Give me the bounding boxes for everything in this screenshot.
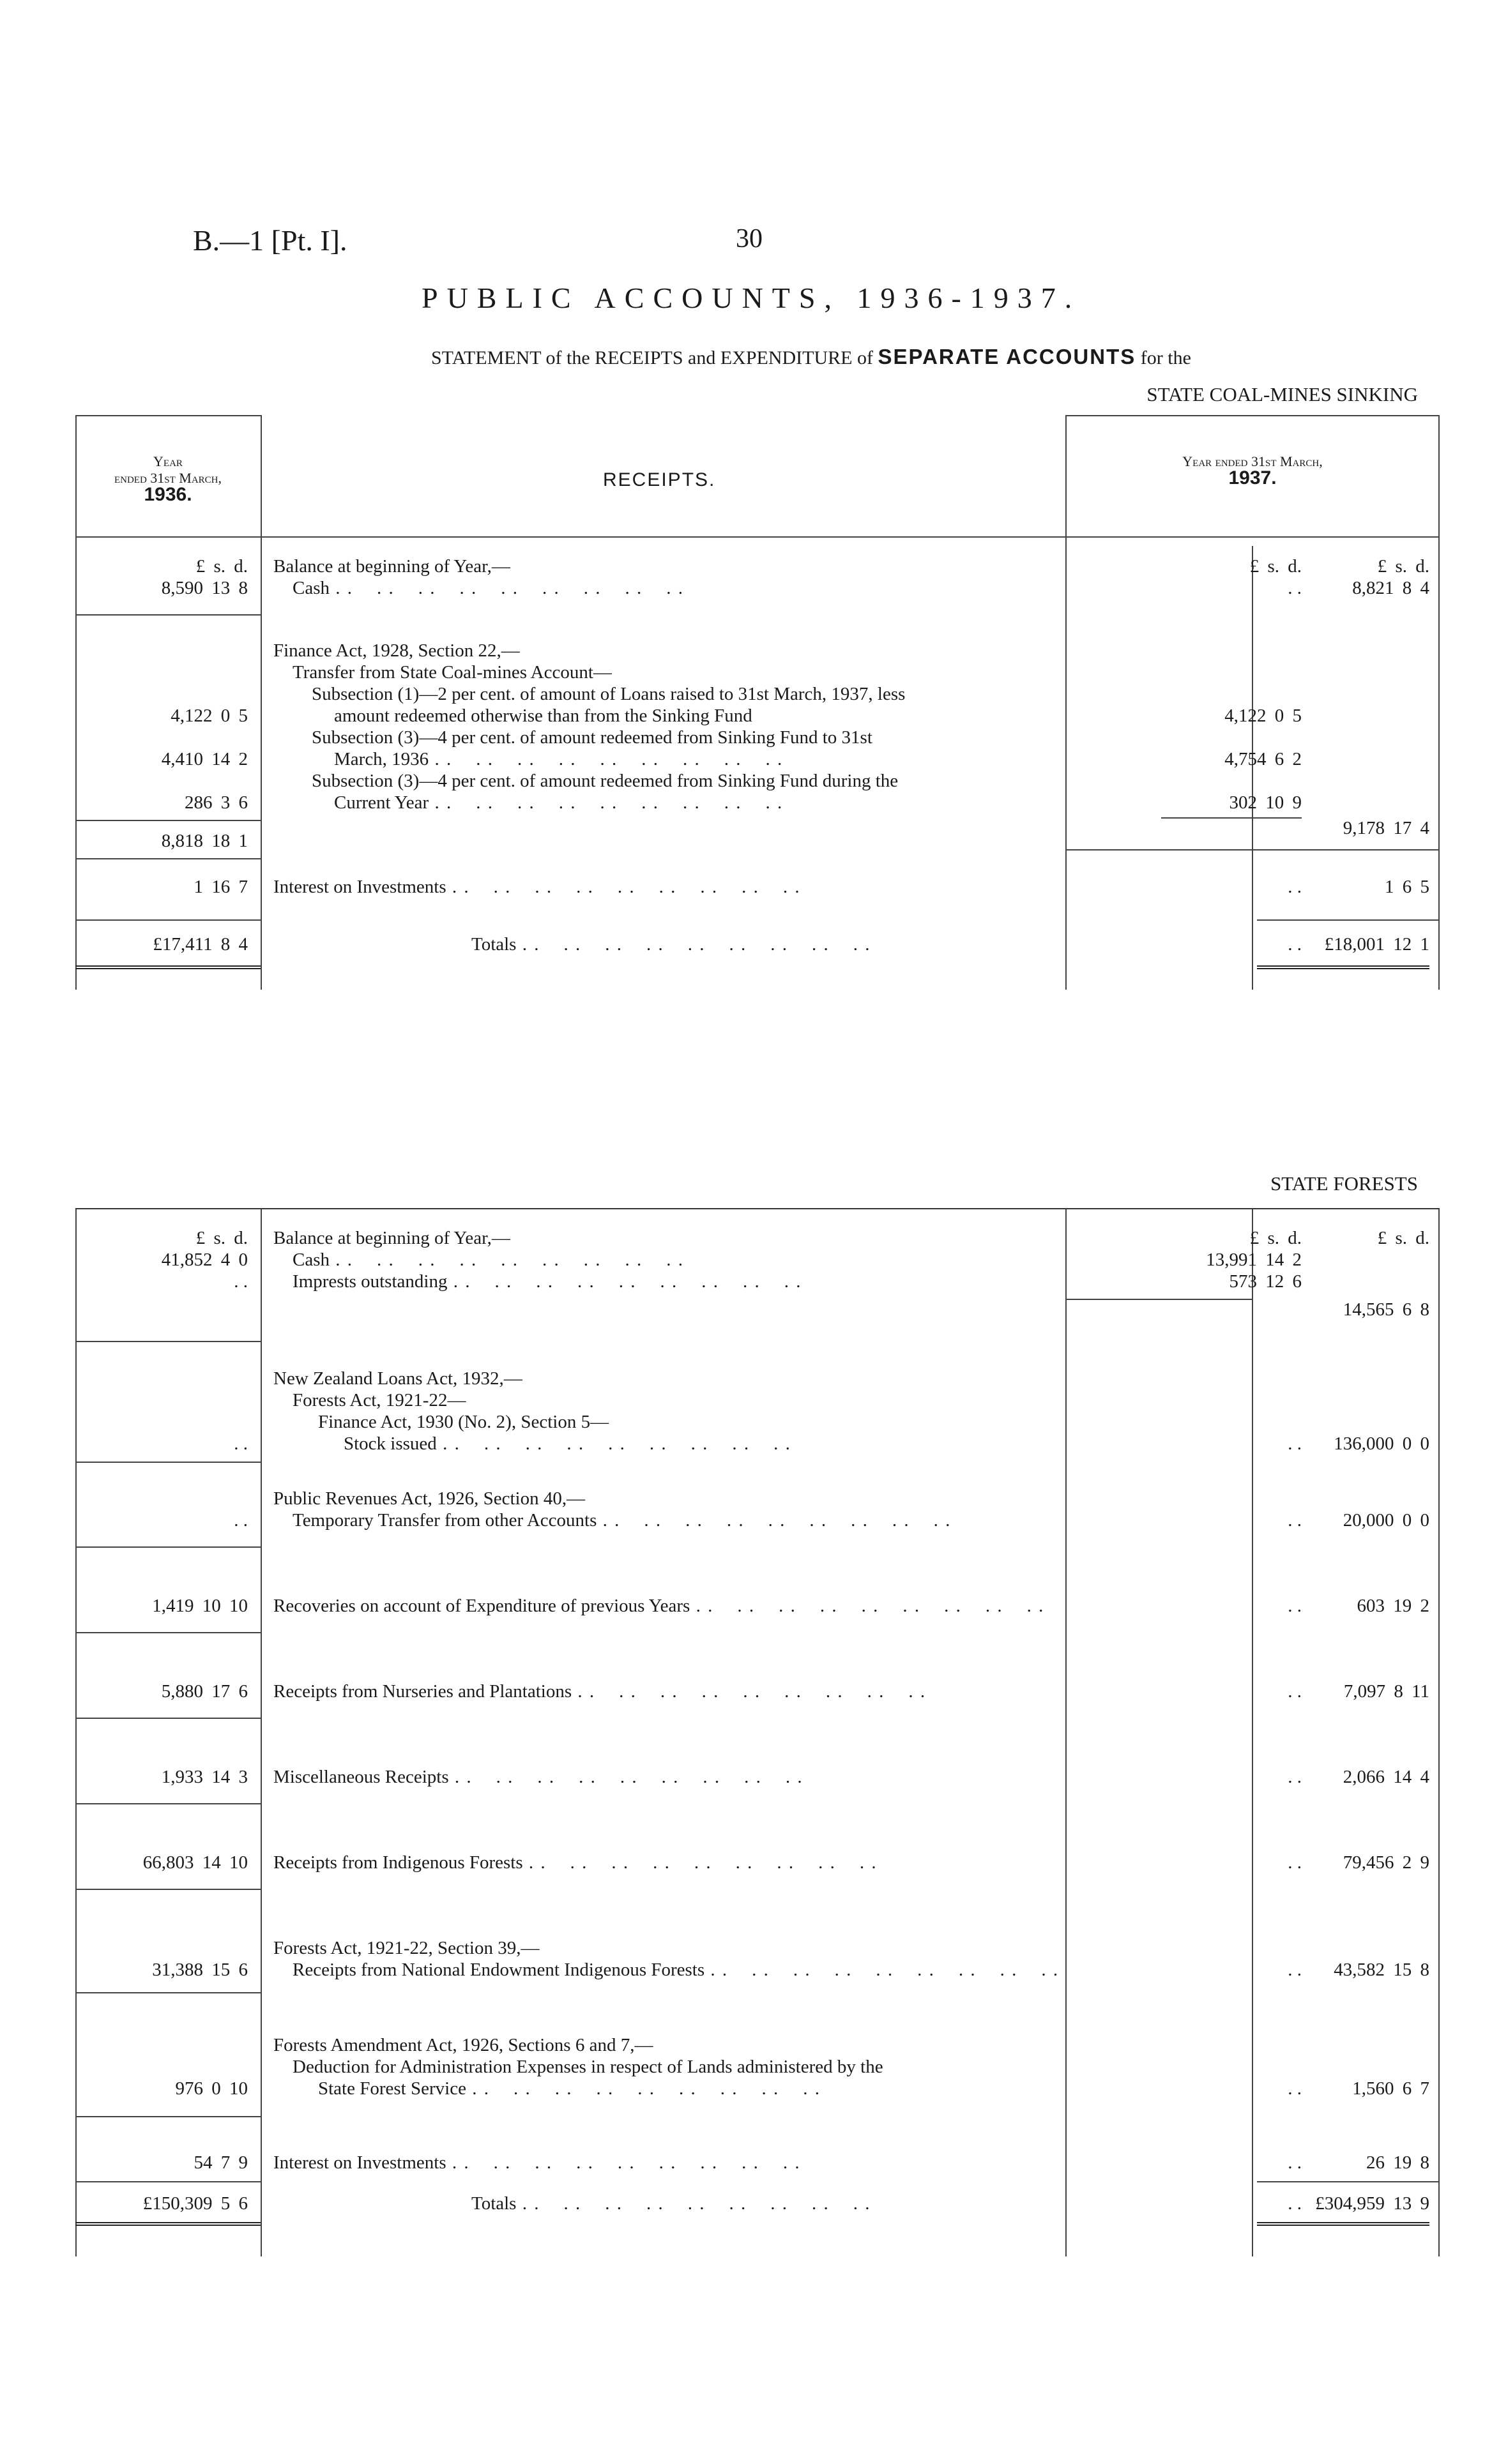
row-description: Public Revenues Act, 1926, Section 40,— (273, 1488, 586, 1509)
prev-year-line2: ended 31st March, (114, 470, 222, 486)
column-divider (1252, 1209, 1253, 2256)
curr-year-header (1065, 453, 1440, 488)
rule (75, 820, 261, 821)
row-prev-amount: 41,852 4 0 (161, 1250, 248, 1270)
row-description: Balance at beginning of Year,— (273, 1228, 510, 1248)
row-sub-amount: . . (1288, 1767, 1302, 1787)
section-title-coal-mines: STATE COAL-MINES SINKING (1146, 383, 1418, 405)
row-total-amount: 20,000 0 0 (1343, 1510, 1429, 1531)
row-description: Recoveries on account of Expenditure of previous Years . . (273, 1595, 1123, 1617)
row-sub-amount: . . (1288, 1510, 1302, 1531)
page-title: PUBLIC ACCOUNTS, 1936-1937. (422, 282, 1081, 314)
coal-mines-receipts-table (75, 415, 1440, 990)
row-sub-amount: 573 12 6 (1229, 1271, 1302, 1292)
row-sub-amount: . . (1288, 1681, 1302, 1702)
column-divider (1065, 1209, 1067, 2256)
row-description: Cash . . (293, 577, 1142, 599)
double-rule (75, 965, 261, 969)
row-description: March, 1936 . . (334, 748, 1184, 770)
row-description: Totals . . (471, 2193, 1321, 2214)
prev-year-line1: Year (153, 453, 183, 469)
currency-header-prev: £ s. d. (195, 556, 248, 577)
double-rule (1257, 2222, 1429, 2226)
rule (75, 1462, 261, 1463)
row-sub-amount: . . (1288, 1960, 1302, 1980)
row-description: Finance Act, 1930 (No. 2), Section 5— (318, 1412, 609, 1432)
row-prev-amount: 1,419 10 10 (152, 1596, 248, 1616)
row-description: Cash . . (293, 1249, 1142, 1271)
table-border-left (75, 1209, 77, 2256)
row-prev-amount: 5,880 17 6 (161, 1681, 248, 1702)
row-total-amount: 79,456 2 9 (1343, 1852, 1429, 1873)
currency-header-tot: £ s. d. (1377, 1228, 1429, 1248)
rule (75, 2116, 261, 2117)
row-total-amount: 8,821 8 4 (1352, 578, 1429, 598)
rule (75, 1341, 261, 1342)
row-total-amount: 1 6 5 (1385, 877, 1429, 897)
rule (1257, 919, 1440, 921)
state-forests-receipts-table (75, 1208, 1440, 2256)
row-sub-amount: . . (1288, 2078, 1302, 2099)
prev-year-value: 1936. (144, 484, 192, 505)
row-description: Stock issued . . (344, 1433, 1193, 1455)
row-prev-amount: . . (234, 1433, 248, 1454)
row-description: Forests Amendment Act, 1926, Sections 6 and 7,— (273, 2035, 653, 2055)
row-sub-amount: . . (1288, 934, 1302, 955)
row-sub-amount: 4,754 6 2 (1224, 749, 1302, 769)
row-description: State Forest Service . . (318, 2078, 1168, 2099)
row-prev-amount: 976 0 10 (175, 2078, 248, 2099)
rule (75, 2181, 261, 2182)
column-divider (261, 415, 262, 990)
row-description: Current Year . . (334, 792, 1184, 813)
rule (75, 858, 261, 859)
row-prev-amount: . . (234, 1271, 248, 1292)
receipts-header: RECEIPTS. (603, 469, 716, 490)
rule (75, 1546, 261, 1548)
row-prev-amount: 54 7 9 (194, 2152, 248, 2173)
rule (75, 415, 261, 416)
row-sub-amount: . . (1288, 578, 1302, 598)
row-prev-amount: £17,411 8 4 (153, 934, 248, 955)
row-description: New Zealand Loans Act, 1932,— (273, 1368, 522, 1389)
row-sub-amount: 13,991 14 2 (1206, 1250, 1302, 1270)
header-rule (75, 536, 1440, 538)
row-prev-amount: 1 16 7 (194, 877, 248, 897)
row-sub-amount: . . (1288, 1852, 1302, 1873)
row-description: Interest on Investments . . (273, 876, 1123, 898)
row-prev-amount: 8,590 13 8 (161, 578, 248, 598)
rule (1257, 2181, 1440, 2182)
double-rule (1257, 965, 1429, 969)
rule (75, 1889, 261, 1890)
row-description: Subsection (1)—2 per cent. of amount of Loans raised to 31st March, 1937, less (312, 684, 906, 704)
row-total-amount: 136,000 0 0 (1334, 1433, 1429, 1454)
row-sub-amount: . . (1288, 877, 1302, 897)
currency-header-prev: £ s. d. (195, 1228, 248, 1248)
row-description: Interest on Investments . . (273, 2152, 1123, 2173)
row-description: Forests Act, 1921-22, Section 39,— (273, 1938, 540, 1958)
rule (75, 614, 261, 616)
row-prev-amount: 8,818 18 1 (161, 831, 248, 851)
subtitle-post: for the (1140, 347, 1191, 368)
row-description: Totals . . (471, 933, 1321, 955)
row-total-amount: 1,560 6 7 (1352, 2078, 1429, 2099)
row-description: Receipts from Indigenous Forests . . (273, 1852, 1123, 1873)
row-description: Imprests outstanding . . (293, 1271, 1142, 1292)
row-sub-amount: . . (1288, 2193, 1302, 2214)
row-total-amount: 43,582 15 8 (1334, 1960, 1429, 1980)
row-description: Transfer from State Coal-mines Account— (293, 662, 612, 683)
row-total-amount: 2,066 14 4 (1343, 1767, 1429, 1787)
row-prev-amount: £150,309 5 6 (142, 2193, 248, 2214)
row-prev-amount: 1,933 14 3 (161, 1767, 248, 1787)
subtotal-rule (1065, 1299, 1252, 1300)
rule (75, 1718, 261, 1719)
row-prev-amount: 286 3 6 (185, 792, 248, 813)
rule (75, 1803, 261, 1804)
row-description: amount redeemed otherwise than from the Sinking Fund (334, 706, 752, 726)
row-description: Temporary Transfer from other Accounts . . (293, 1509, 1142, 1531)
page-number: 30 (736, 224, 763, 253)
table-border-right (1438, 415, 1440, 990)
section-title-state-forests: STATE FORESTS (1270, 1172, 1418, 1195)
row-description: Miscellaneous Receipts . . (273, 1766, 1123, 1788)
currency-header-tot: £ s. d. (1377, 556, 1429, 577)
row-description: Subsection (3)—4 per cent. of amount redeemed from Sinking Fund to 31st (312, 727, 872, 748)
row-description: Balance at beginning of Year,— (273, 556, 510, 577)
row-total-amount: £304,959 13 9 (1315, 2193, 1429, 2214)
row-description: Forests Act, 1921-22— (293, 1390, 466, 1410)
currency-header-sub: £ s. d. (1249, 1228, 1302, 1248)
row-prev-amount: 66,803 14 10 (142, 1852, 248, 1873)
row-prev-amount: . . (234, 1510, 248, 1531)
rule (1065, 849, 1440, 850)
prev-year-header (75, 453, 261, 504)
subtitle-pre: STATEMENT of the RECEIPTS and EXPENDITURE of (431, 347, 873, 368)
subtitle-bold: SEPARATE ACCOUNTS (878, 345, 1136, 368)
statement-subtitle (431, 345, 1191, 369)
double-rule (75, 2222, 261, 2226)
table-border-right (1438, 1209, 1440, 2256)
currency-header-sub: £ s. d. (1249, 556, 1302, 577)
row-total-amount: £18,001 12 1 (1324, 934, 1429, 955)
row-prev-amount: 4,410 14 2 (161, 749, 248, 769)
row-description: Subsection (3)—4 per cent. of amount redeemed from Sinking Fund during the (312, 771, 899, 791)
row-sub-amount: . . (1288, 1596, 1302, 1616)
row-sub-amount: 4,122 0 5 (1224, 706, 1302, 726)
row-total-amount: 9,178 17 4 (1343, 818, 1429, 838)
row-sub-amount: 302 10 9 (1229, 792, 1302, 813)
row-total-amount: 7,097 8 11 (1343, 1681, 1429, 1702)
row-description: Deduction for Administration Expenses in respect of Lands administered by the (293, 2057, 883, 2077)
curr-year-value: 1937. (1228, 467, 1277, 488)
row-prev-amount: 31,388 15 6 (152, 1960, 248, 1980)
row-sub-amount: . . (1288, 1433, 1302, 1454)
row-description: Receipts from Nurseries and Plantations . . (273, 1681, 1123, 1702)
curr-year-line1: Year ended 31st March, (1182, 453, 1323, 469)
rule (1065, 415, 1440, 416)
document-reference: B.—1 [Pt. I]. (193, 224, 347, 257)
row-description: Receipts from National Endowment Indigenous Forests . . (293, 1959, 1142, 1981)
rule (75, 1632, 261, 1633)
rule (75, 919, 261, 921)
rule (75, 1992, 261, 1993)
row-total-amount: 26 19 8 (1366, 2152, 1429, 2173)
row-total-amount: 603 19 2 (1357, 1596, 1429, 1616)
row-total-amount: 14,565 6 8 (1343, 1299, 1429, 1320)
row-prev-amount: 4,122 0 5 (171, 706, 248, 726)
row-sub-amount: . . (1288, 2152, 1302, 2173)
row-description: Finance Act, 1928, Section 22,— (273, 640, 520, 661)
column-divider (261, 1209, 262, 2256)
